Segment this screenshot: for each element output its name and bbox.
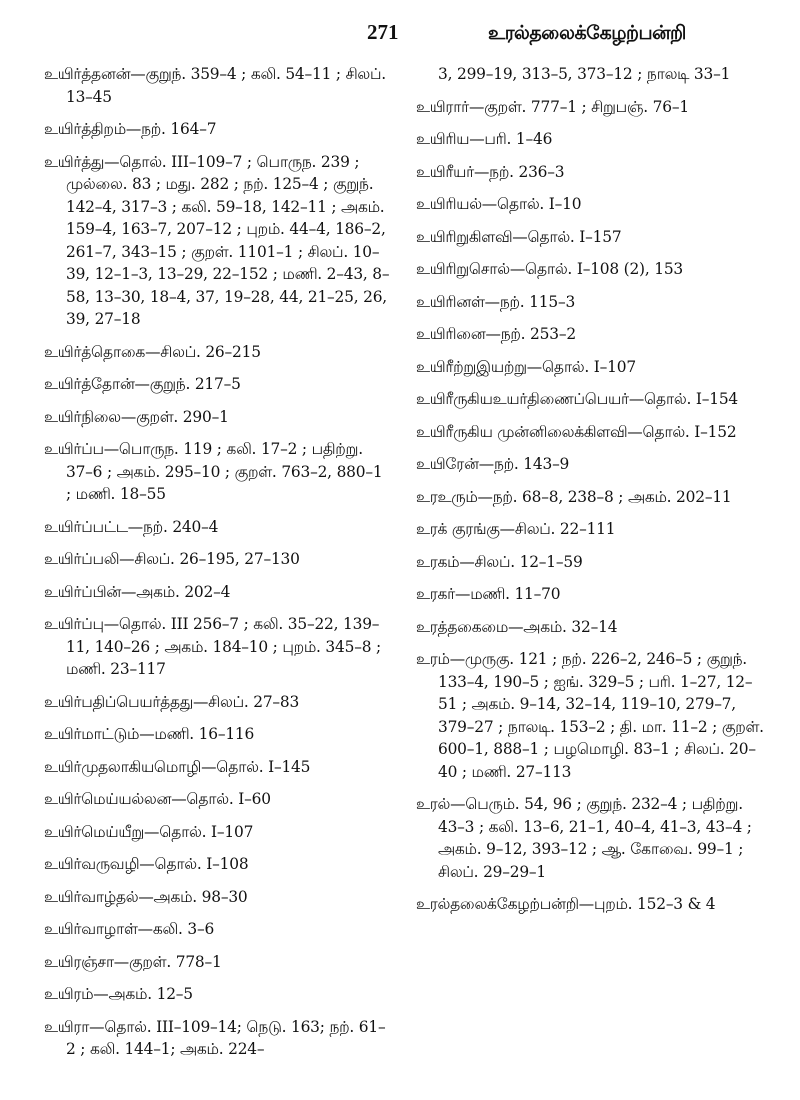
index-entry: உரம்—முருகு. 121 ; நற். 226–2, 246–5 ; குறுந். 133–4, 190–5 ; ஐங். 329–5 ; பரி. 1–27, 12–51 ; அகம். 9–14, 32–14, 119–10, 279–7, 379–27 ; நாலடி. 153–2 ; தி. மா. 11–2 ; குறள். 600–1, 888–1 ; பழமொழி. 83–1 ; சிலப். 20–40 ; மணி. 27–113 <box>416 650 764 781</box>
index-entry: உயிரம்—அகம். 12–5 <box>44 985 193 1003</box>
index-entry: உரல்—பெரும். 54, 96 ; குறுந். 232–4 ; பதிற்று. 43–3 ; கலி. 13–6, 21–1, 40–4, 41–3, 43–4 ; அகம். 9–12, 393–12 ; ஆ. கோவை. 99–1 ; சிலப். 29–29–1 <box>416 795 752 881</box>
index-entry: உயிரீருகிய முன்னிலைக்கிளவி—தொல். I–152 <box>416 422 737 441</box>
index-entry: உயிர்ப்பு—தொல். III 256–7 ; கலி. 35–22, 139–11, 140–26 ; அகம். 184–10 ; புறம். 345–8 ; மணி. 23–117 <box>44 615 381 678</box>
index-entry: உயிர்மெய்யல்லன—தொல். I–60 <box>44 790 271 808</box>
index-entry: உயிர்வாழாள்—கலி. 3–6 <box>44 920 215 938</box>
index-entry: உயிர்ப்பின்—அகம். 202–4 <box>44 582 231 601</box>
index-entry: உயிர்மெய்யீறு—தொல். I–107 <box>44 822 254 841</box>
index-entry: உயிரஞ்சா—குறள். 778–1 <box>44 952 222 971</box>
index-entry: உயிர்ப்பலி—சிலப். 26–195, 27–130 <box>44 550 300 568</box>
index-entry: உயிரிறுசொல்—தொல். I–108 (2), 153 <box>416 260 684 278</box>
index-entry: உயிர்வருவழி—தொல். I–108 <box>44 855 249 873</box>
index-entry: உயிர்த்து—தொல். III–109–7 ; பொருந. 239 ; முல்லை. 83 ; மது. 282 ; நற். 125–4 ; குறுந். 142–4, 317–3 ; கலி. 59–18, 142–11 ; அகம். 159–4, 163–7, 207–12 ; புறம். 44–4, 186–2, 261–7, 343–15 ; குறள். 1101–1 ; சிலப். 10–39, 12–1–3, 13–29, 22–152 ; மணி. 2–43, 8–58, 13–30, 18–4, 37, 19–28, 44, 21–25, 26, 39, 27–18 <box>44 152 390 328</box>
index-entry: உரல்தலைக்கேழற்பன்றி—புறம். 152–3 & 4 <box>416 895 716 913</box>
index-entry: உயிரிறுகிளவி—தொல். I–157 <box>416 227 622 246</box>
index-entry: உயிரிய—பரி. 1–46 <box>416 130 553 148</box>
left-column <box>44 63 392 1071</box>
index-entry: உயிர்த்தோன்—குறுந். 217–5 <box>44 375 241 393</box>
index-entry: உரத்தகைமை—அகம். 32–14 <box>416 617 618 636</box>
index-entry: உரகர்—மணி. 11–70 <box>416 585 561 603</box>
index-entry: உயிரியல்—தொல். I–10 <box>416 195 582 213</box>
index-entry: உயிர்முதலாகியமொழி—தொல். I–145 <box>44 757 311 776</box>
index-entry: உயிர்த்தனன்—குறுந். 359–4 ; கலி. 54–11 ; சிலப். 13–45 <box>44 65 386 106</box>
index-entry: உயிர்வாழ்தல்—அகம். 98–30 <box>44 887 248 906</box>
index-entry: உயிரினை—நற். 253–2 <box>416 325 576 343</box>
index-entry: உரக் குரங்கு—சிலப். 22–111 <box>416 520 616 538</box>
right-column <box>416 63 768 926</box>
index-entry: உயிர்மாட்டும்—மணி. 16–116 <box>44 725 255 743</box>
index-entry: உயிரா—தொல். III–109–14; நெடு. 163; நற். 61–2 ; கலி. 144–1; அகம். 224– <box>44 1017 386 1058</box>
index-entry: உயிர்ப்ப—பொருந. 119 ; கலி. 17–2 ; பதிற்று. 37–6 ; அகம். 295–10 ; குறள். 763–2, 880–1 ; மணி. 18–55 <box>44 440 383 503</box>
index-entry: உயிர்த்தொகை—சிலப். 26–215 <box>44 342 261 361</box>
index-entry: உயிர்த்திறம்—நற். 164–7 <box>44 120 217 138</box>
index-entry: உயிரீருகியஉயர்திணைப்பெயர்—தொல். I–154 <box>416 390 739 408</box>
index-entry: உயிரீயர்—நற். 236–3 <box>416 162 565 181</box>
index-entry-continuation: 3, 299–19, 313–5, 373–12 ; நாலடி 33–1 <box>438 65 731 83</box>
index-entry: உயிர்ப்பட்ட—நற். 240–4 <box>44 517 219 536</box>
index-entry: உயிரினள்—நற். 115–3 <box>416 292 576 311</box>
page-number: 271 <box>367 20 399 44</box>
index-entry: உரஉரும்—நற். 68–8, 238–8 ; அகம். 202–11 <box>416 487 732 506</box>
index-entry: உயிர்பதிப்பெயர்த்தது—சிலப். 27–83 <box>44 692 300 711</box>
index-entry: உயிர்நிலை—குறள். 290–1 <box>44 407 229 426</box>
index-entry: உயிரீற்றுஇயற்று—தொல். I–107 <box>416 357 636 376</box>
index-entry: உரகம்—சிலப். 12–1–59 <box>416 552 583 571</box>
index-entry: உயிரேன்—நற். 143–9 <box>416 455 570 473</box>
index-entry: உயிரார்—குறள். 777–1 ; சிறுபஞ். 76–1 <box>416 97 689 116</box>
running-head: உரல்தலைக்கேழற்பன்றி <box>488 22 686 44</box>
